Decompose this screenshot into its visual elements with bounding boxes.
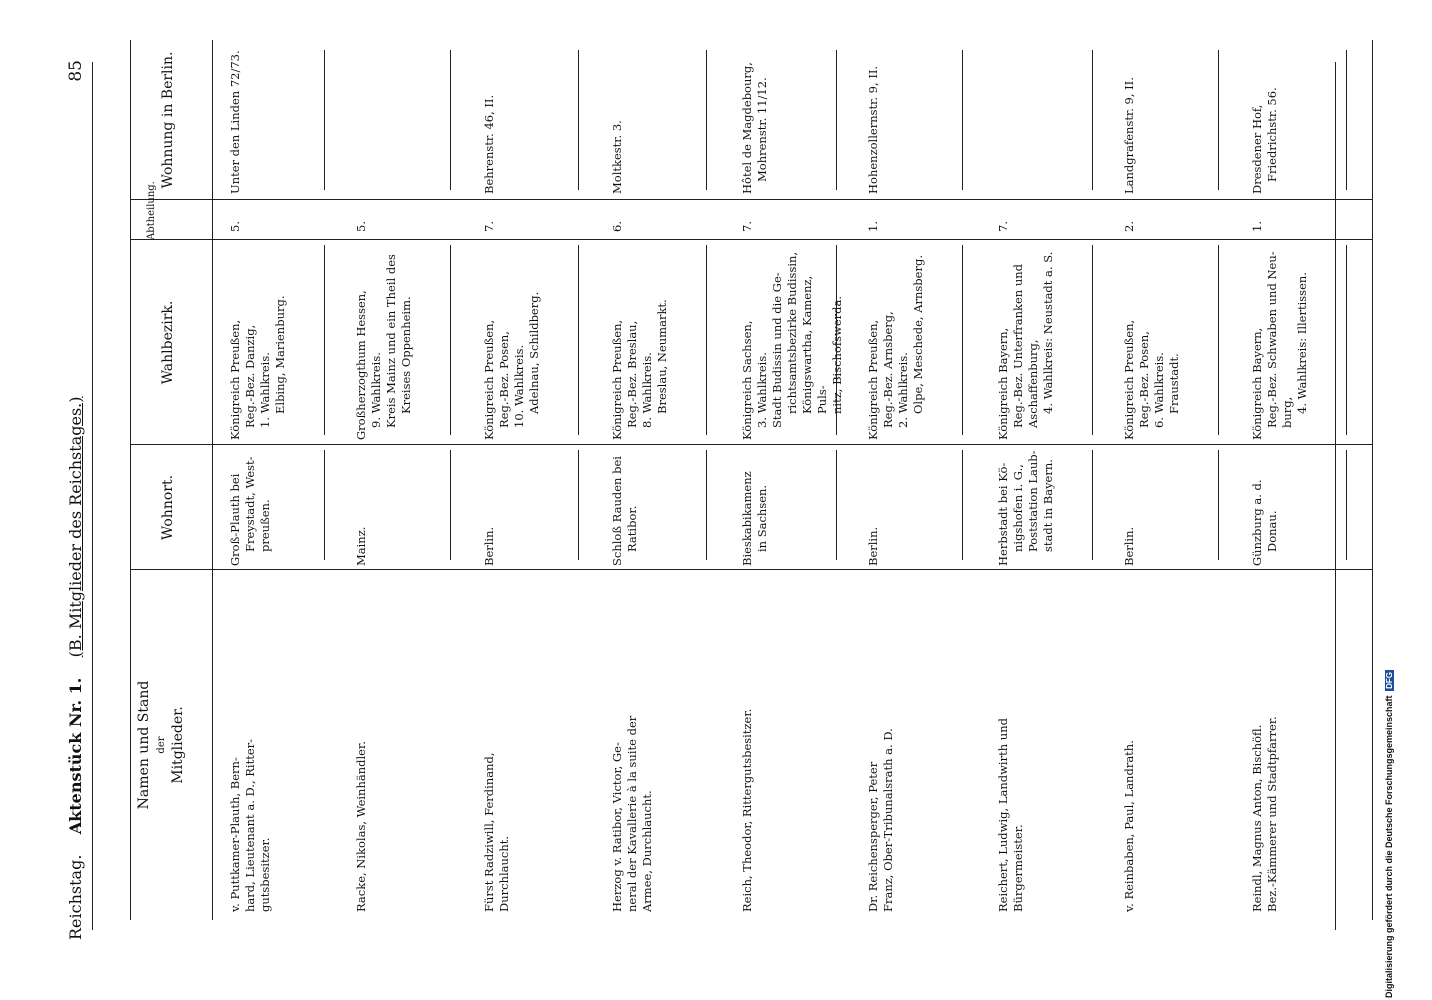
row-3-berlin: Behrenstr. 46, II. <box>482 94 496 194</box>
row-6-separator-2 <box>962 245 963 435</box>
row-3-section: 7. <box>482 221 496 232</box>
row-1-district: Königreich Preußen, Reg.-Bez. Danzig, 1. Wahlkreis. Elbing, Marienburg. <box>228 295 287 440</box>
row-7-name: Reichert, Ludwig, Landwirth und Bürgermeister. <box>996 718 1025 912</box>
row-5-district: Königreich Sachsen, 3. Wahlkreis. Stadt Budissin und die Ge- richtsamtsbezirke Budissin, Königswartha, Kamenz, Puls- nitz, Bischofswerda. <box>740 251 844 440</box>
page-header <box>66 60 90 940</box>
row-7-separator-3 <box>1092 50 1093 190</box>
row-8-separator-1 <box>1218 450 1219 560</box>
row-3-residence: Berlin. <box>482 526 496 566</box>
column-divider-2 <box>130 444 1372 445</box>
row-9-district: Königreich Bayern, Reg.-Bez. Schwaben und Neu- burg, 4. Wahlkreis: Illertissen. <box>1250 251 1309 440</box>
row-1-section: 5. <box>228 221 242 232</box>
row-4-name: Herzog v. Ratibor, Victor, Ge- neral der Kavallerie à la suite der Armee, Durchlaucht. <box>610 715 654 912</box>
row-6-section: 1. <box>866 221 880 232</box>
row-4-district: Königreich Preußen, Reg.-Bez. Breslau, 8. Wahlkreis. Breslau, Neumarkt. <box>610 299 669 440</box>
row-9-separator-3 <box>1346 50 1347 190</box>
row-6-berlin: Hohenzollernstr. 9, II. <box>866 65 880 194</box>
row-5-berlin: Hôtel de Magdebourg, Mohrenstr. 11/12. <box>740 62 769 194</box>
header-title: Reichstag. <box>66 854 85 940</box>
row-7-separator-1 <box>1092 450 1093 560</box>
row-5-residence: Bieskabikamenz in Sachsen. <box>740 471 769 566</box>
row-2-separator-2 <box>450 245 451 435</box>
row-6-separator-1 <box>962 450 963 560</box>
row-1-residence: Groß-Plauth bei Freystadt, West- preußen. <box>228 456 272 566</box>
column-header-section: Abtheilung. <box>146 181 157 240</box>
column-divider-1 <box>130 569 1372 570</box>
row-4-separator-1 <box>706 450 707 560</box>
column-divider-4 <box>130 199 1372 200</box>
row-8-residence: Berlin. <box>1122 526 1136 566</box>
row-8-separator-2 <box>1218 245 1219 435</box>
row-2-residence: Mainz. <box>354 526 368 566</box>
row-7-separator-2 <box>1092 245 1093 435</box>
row-9-separator-2 <box>1346 245 1347 435</box>
row-2-section: 5. <box>354 221 368 232</box>
row-4-residence: Schloß Rauden bei Ratibor. <box>610 456 639 566</box>
row-5-separator-3 <box>836 50 837 190</box>
row-6-residence: Berlin. <box>866 526 880 566</box>
table-top-border <box>130 40 131 920</box>
header-subtitle: (B. Mitglieder des Reichstages.) <box>66 396 85 658</box>
row-7-section: 7. <box>996 221 1010 232</box>
dfg-credit: Digitalisierung gefördert durch die Deutsche Forschungsgemeinschaft DFG <box>1384 672 1394 998</box>
column-header-berlin: Wohnung in Berlin. <box>160 51 176 189</box>
row-1-separator-2 <box>324 245 325 435</box>
row-9-section: 1. <box>1250 221 1264 232</box>
row-3-separator-3 <box>578 50 579 190</box>
row-3-name: Fürst Radziwill, Ferdinand, Durchlaucht. <box>482 752 511 912</box>
row-5-separator-2 <box>836 245 837 435</box>
row-2-name: Racke, Nikolas, Weinhändler. <box>354 741 368 912</box>
column-header-name: Namen und Stand der Mitglieder. <box>136 680 186 810</box>
row-4-separator-2 <box>706 245 707 435</box>
row-3-district: Königreich Preußen, Reg.-Bez. Posen, 10. Wahlkreis. Adelnau, Schildberg. <box>482 291 541 440</box>
row-3-separator-2 <box>578 245 579 435</box>
row-3-separator-1 <box>578 450 579 560</box>
row-8-name: v. Reinbaben, Paul, Landrath. <box>1122 740 1136 912</box>
row-9-separator-1 <box>1346 450 1347 560</box>
row-9-berlin: Dresdener Hof, Friedrichstr. 56. <box>1250 87 1279 194</box>
row-2-district: Großherzogthum Hessen, 9. Wahlkreis. Kreis Mainz und ein Theil des Kreises Oppenheim. <box>354 254 413 440</box>
row-8-district: Königreich Preußen, Reg.-Bez. Posen, 6. Wahlkreis. Fraustadt. <box>1122 319 1181 440</box>
row-4-berlin: Moltkestr. 3. <box>610 120 624 194</box>
row-5-name: Reich, Theodor, Rittergutsbesitzer. <box>740 708 754 912</box>
row-1-separator-3 <box>324 50 325 190</box>
header-rule-bottom <box>1335 62 1336 930</box>
row-8-section: 2. <box>1122 221 1136 232</box>
row-8-separator-3 <box>1218 50 1219 190</box>
row-7-residence: Herbstadt bei Kö- nigshofen i. G., Poststation Laub- stadt in Bayern. <box>996 450 1055 566</box>
row-9-residence: Günzburg a. d. Donau. <box>1250 479 1279 566</box>
row-6-separator-3 <box>962 50 963 190</box>
table-bottom-border <box>1372 40 1373 920</box>
row-7-district: Königreich Bayern, Reg.-Bez. Unterfranken und Aschaffenburg, 4. Wahlkreis: Neustadt a. S. <box>996 251 1055 440</box>
dfg-badge: DFG <box>1385 672 1394 689</box>
row-2-separator-3 <box>450 50 451 190</box>
row-4-section: 6. <box>610 221 624 232</box>
row-9-name: Reindl, Magnus Anton, Bischöfl. Bez.-Kämmerer und Stadtpfarrer. <box>1250 716 1279 912</box>
row-1-berlin: Unter den Linden 72/73. <box>228 50 242 194</box>
column-header-district: Wahlbezirk. <box>160 300 176 385</box>
row-1-separator-1 <box>324 450 325 560</box>
column-header-residence: Wohnort. <box>160 474 176 541</box>
row-5-section: 7. <box>740 221 754 232</box>
row-5-separator-1 <box>836 450 837 560</box>
row-6-name: Dr. Reichensperger, Peter Franz, Ober-Tribunalsrath a. D. <box>866 728 895 912</box>
row-8-berlin: Landgrafenstr. 9, II. <box>1122 77 1136 194</box>
row-6-district: Königreich Preußen, Reg.-Bez. Arnsberg, 2. Wahlkreis. Olpe, Meschede, Arnsberg. <box>866 255 925 440</box>
page-number: 85 <box>66 60 86 82</box>
column-divider-3 <box>130 239 1372 240</box>
header-document: Aktenstück Nr. 1. <box>66 677 85 835</box>
header-rule-top <box>92 62 93 930</box>
row-4-separator-3 <box>706 50 707 190</box>
row-1-name: v. Puttkamer-Plauth, Bern- hard, Lieutenant a. D., Ritter- gutsbesitzer. <box>228 738 272 912</box>
table-header-border <box>212 40 213 920</box>
row-2-separator-1 <box>450 450 451 560</box>
